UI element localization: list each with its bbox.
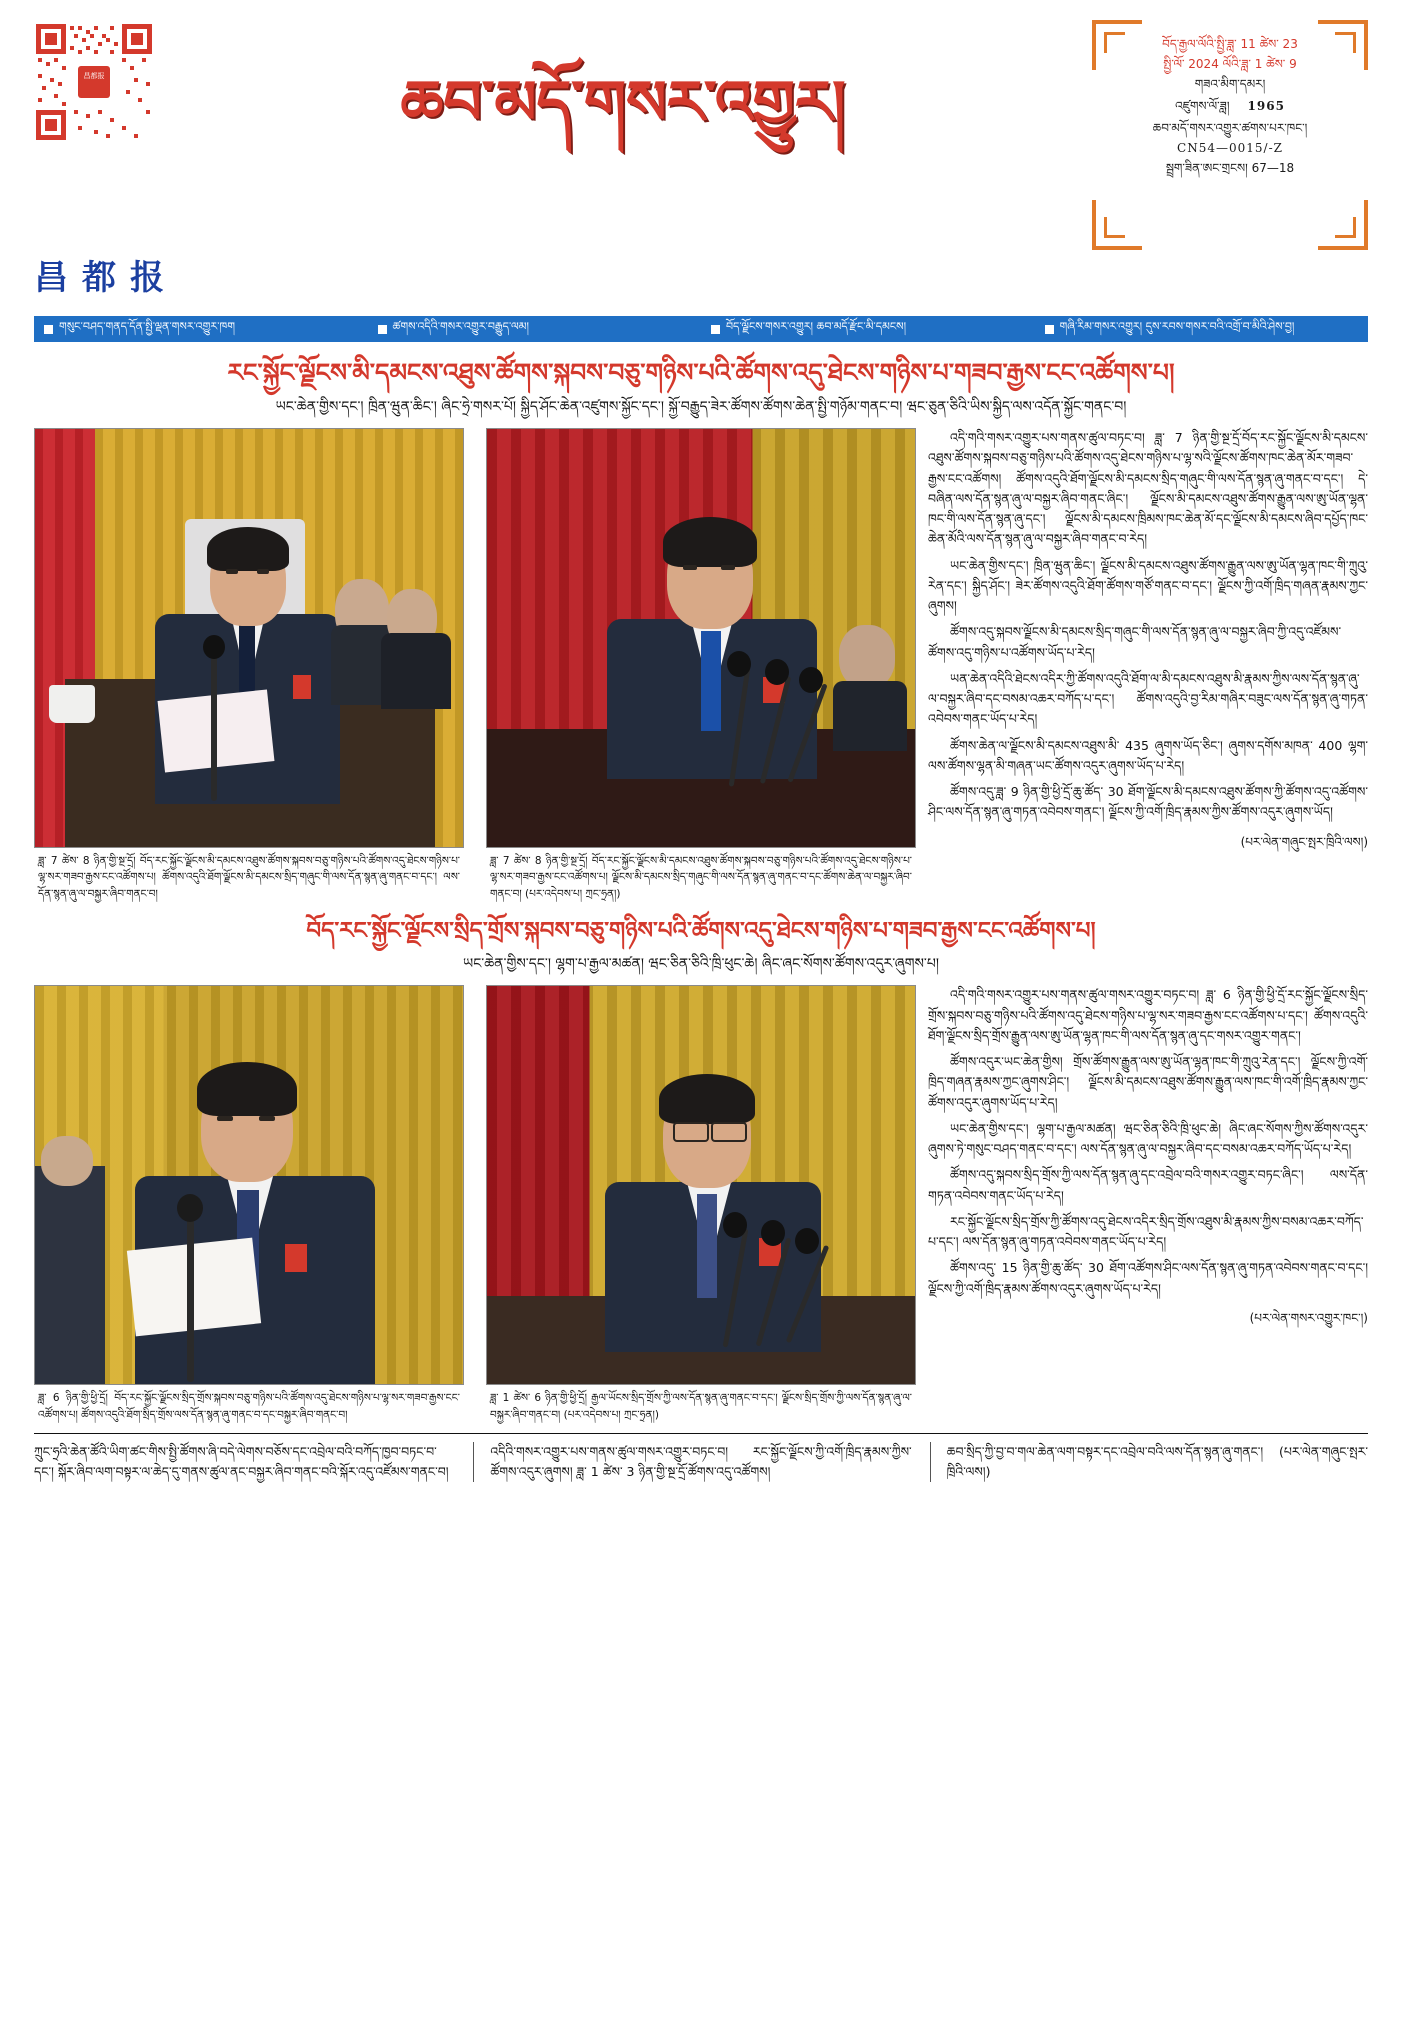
article-1-headline: རང་སྐྱོང་ལྗོངས་མི་དམངས་འཐུས་ཚོགས་སྐབས་བཅུ་གཉིས་པའི་ཚོགས་འདུ་ཐེངས་གཉིས་པ་གཟབ་རྒྱས་ངང་འཚོགས་པ། (227, 358, 1175, 387)
publisher-name: ཆབ་མདོ་གསར་འགྱུར་ཚགས་པར་ཁང་། (1152, 121, 1308, 135)
photo-speaker-at-podium-2 (486, 428, 916, 848)
issue-date-gregorian: སྤྱི་ལོ་ 2024 ལོའི་ཟླ་ 1 ཚེས་ 9 (1163, 57, 1297, 71)
bottom-brief-0: ཀྲུང་ཧྲའི་ཆེན་ཚོའི་ཡིག་ཚང་གིས་སྤྱི་ཚོགས་ཞི་བདེ་ལེགས་བཅོས་དང་འབྲེལ་བའི་བཀོད་ཁྱབ་བཏང་བ་དང་། སྐོར་ཞིབ་ལག་བསྟར་ལ་ཆེད་དུ་གནས་ཚུལ་ནང་བསྐྱར་ཞིབ་གནང་བའི་སྐོར་འདུ་འཛོམས་གནང་བ། (34, 1443, 449, 1479)
article-2-paragraph-2: ཡང་ཆེན་གྱིས་དང་། ལྷག་པ་རྒྱལ་མཚན། ཝང་ཅིན་ཅིའི་ཁྲི་ཕུང་ཆེ། ཞིང་ཞང་སོགས་ཀྱིས་ཚོགས་འདུར་ཞུགས་ཏེ་གསུང་བཤད་གནང་བ་དང་། ལས་དོན་སྙན་ཞུ་ལ་བསྐྱར་ཞིབ་དང་བསམ་འཆར་བཀོད་ཡོད་པ་རེད། (928, 1120, 1368, 1157)
article-1-paragraph-5: ཚོགས་འདུ་ཟླ་ 9 ཉིན་གྱི་ཕྱི་དྲོ་ཆུ་ཚོད་ 30 ཐོག་ལྗོངས་མི་དམངས་འཐུས་ཚོགས་ཀྱི་ཚོགས་འདུ་འཚོགས་ཤིང་ལས་དོན་སྙན་ཞུ་གཏན་འབེབས་གནང་། ལྗོངས་ཀྱི་འགོ་ཁྲིད་རྣམས་ཀྱིས་ཚོགས་འདུར་ཞུགས་ཡོད། (928, 784, 1368, 820)
issue-weekday: གཟའ་མིག་དམར། (1194, 77, 1266, 91)
bullet-square-icon (44, 325, 53, 334)
article-2 (34, 916, 1368, 1423)
newspaper-title-tibetan: ཆབ་མདོ་གསར་འགྱུར། (400, 68, 846, 138)
ornament-corner-top-right (1318, 20, 1368, 70)
article-1-photo-1 (34, 428, 464, 902)
article-2-body (928, 985, 1368, 1423)
article-2-paragraph-1: ཚོགས་འདུར་ཡང་ཆེན་གྱིས། གྲོས་ཚོགས་རྒྱུན་ལས་ཨུ་ཡོན་ལྷན་ཁང་གི་ཀྲུའུ་རེན་དང་། ལྗོངས་ཀྱི་འགོ་ཁྲིད་གཞན་རྣམས་ཀྱང་ཞུགས་ཤིང་། ལྗོངས་མི་དམངས་འཐུས་ཚོགས་རྒྱུན་ལས་ཁང་གི་འགོ་ཁྲིད་རྣམས་ཀྱང་ཚོགས་འདུར་ཞུགས་ཡོད་པ་རེད། (928, 1054, 1368, 1110)
article-2-paragraph-4: རང་སྐྱོང་ལྗོངས་སྲིད་གྲོས་ཀྱི་ཚོགས་འདུ་ཐེངས་འདིར་སྲིད་གྲོས་འཐུས་མི་རྣམས་ཀྱིས་བསམ་འཆར་བཀོད་པ་དང་། ལས་དོན་སྙན་ཞུ་གཏན་འབེབས་གནང་ཡོད་པ་རེད། (928, 1213, 1364, 1250)
postal-code: སྦྲག་ཟིན་ཨང་གྲངས། 67—18 (1165, 161, 1295, 175)
masthead (34, 14, 1368, 314)
photo-speaker-at-podium-3 (34, 985, 464, 1385)
issue-date-tibetan-line1: བོད་རྒྱལ་ལོའི་སྤྱི་ཟླ་ 11 ཚེས་ 23 (1162, 37, 1298, 51)
founded-year: 1965 (1247, 99, 1285, 113)
article-1-byline: (པར་ལེན་གཞུང་སྤར་ཁྲིའི་ལས།) (1240, 834, 1368, 849)
article-1-paragraph-1: ཡང་ཆེན་གྱིས་དང་། ཁྲིན་ཝུན་ཆིང་། ལྗོངས་མི་དམངས་འཐུས་ཚོགས་རྒྱུན་ལས་ཨུ་ཡོན་ལྷན་ཁང་གི་ཀྲུའུ་རེན་དང་། སྐྱིད་ཤོང་། ཟེར་ཚོགས་འདུའི་ཐོག་ཚོགས་གཙོ་གནང་བ་དང་། ལྗོངས་ཀྱི་འགོ་ཁྲིད་གཞན་རྣམས་ཀྱང་ཞུགས། (928, 557, 1368, 614)
article-1-paragraph-3: ཡན་ཆེན་འདིའི་ཐེངས་འདིར་ཀྱི་ཚོགས་འདུའི་ཐོག་ལ་མི་དམངས་འཐུས་མི་རྣམས་ཀྱིས་ལས་དོན་སྙན་ཞུ་ལ་བསྐྱར་ཞིབ་དང་བསམ་འཆར་བཀོད་པ་དང་། ཚོགས་འདུའི་བྱ་རིམ་གཞིར་བཟུང་ལས་དོན་སྙན་ཞུ་གཏན་འབེབས་གནང་ཡོད་པ་རེད། (928, 670, 1368, 727)
bottom-brief-2: ཆབ་སྲིད་ཀྱི་བྱ་བ་གལ་ཆེན་ལག་བསྟར་དང་འབྲེལ་བའི་ལས་དོན་སྙན་ཞུ་གནང་། (པར་ལེན་གཞུང་སྤར་ཁྲིའི་ལས།) (930, 1442, 1368, 1482)
qr-code[interactable] (34, 22, 154, 142)
article-1 (34, 356, 1368, 902)
newspaper-title-chinese: 昌都报 (34, 258, 178, 298)
bottom-brief-strip (34, 1433, 1368, 1482)
bullet-square-icon (378, 325, 387, 334)
article-1-photo-2 (486, 428, 916, 902)
article-1-paragraph-4: ཚོགས་ཆེན་ལ་ལྗོངས་མི་དམངས་འཐུས་མི་ 435 ཞུགས་ཡོད་ཅིང་། ཞུགས་དགོས་མཁན་ 400 ལྷག་ལས་ཚོགས་ལྷན་མི་གཞན་ཡང་ཚོགས་འདུར་ཞུགས་ཡོད་པ་རེད། (928, 737, 1368, 773)
article-2-photo-2 (486, 985, 916, 1423)
article-2-subheadline: ཡང་ཆེན་གྱིས་དང་། ལྷག་པ་རྒྱལ་མཚན། ཝང་ཅིན་ཅིའི་ཁྲི་ཕུང་ཆེ། ཞིང་ཞང་སོགས་ཚོགས་འདུར་ཞུགས་པ། (463, 955, 939, 972)
article-1-photo-1-caption: ཟླ་ 7 ཚེས་ 8 ཉིན་གྱི་སྔ་དྲོ། བོད་རང་སྐྱོང་ལྗོངས་མི་དམངས་འཐུས་ཚོགས་སྐབས་བཅུ་གཉིས་པའི་ཚོགས་འདུ་ཐེངས་གཉིས་པ་ལྷ་སར་གཟབ་རྒྱས་ངང་འཚོགས་པ། ཚོགས་འདུའི་ཐོག་ལྗོངས་མི་དམངས་སྲིད་གཞུང་གི་ལས་དོན་སྙན་ཞུ་གནང་བ་དང་། ལས་དོན་སྙན་ཞུ་ལ་བསྐྱར་ཞིབ་གནང་བ། (38, 855, 460, 900)
article-2-paragraph-5: ཚོགས་འདུ་ 15 ཉིན་གྱི་ཆུ་ཚོད་ 30 ཐོག་འཚོགས་ཤིང་ལས་དོན་སྙན་ཞུ་གཏན་འབེབས་གནང་བ་དང་། ལྗོངས་ཀྱི་འགོ་ཁྲིད་རྣམས་ཚོགས་འདུར་ཞུགས་ཡོད་པ་རེད། (928, 1260, 1368, 1296)
article-1-photo-2-caption: ཟླ་ 7 ཚེས་ 8 ཉིན་གྱི་སྔ་དྲོ། བོད་རང་སྐྱོང་ལྗོངས་མི་དམངས་འཐུས་ཚོགས་སྐབས་བཅུ་གཉིས་པའི་ཚོགས་འདུ་ཐེངས་གཉིས་པ་ལྷ་སར་གཟབ་རྒྱས་ངང་འཚོགས་པ། ལྗོངས་མི་དམངས་སྲིད་གཞུང་གི་ལས་དོན་སྙན་ཞུ་གནང་བ་དང་ཚོགས་ཆེན་ལ་བསྐྱར་ཞིབ་གནང་བ། (པར་འདེབས་པ། ཀྲང་ཧྲན།) (490, 855, 912, 900)
article-2-paragraph-0: འདི་གའི་གསར་འགྱུར་པས་གནས་ཚུལ་གསར་འགྱུར་བཏང་བ། ཟླ་ 6 ཉིན་གྱི་ཕྱི་དྲོ་རང་སྐྱོང་ལྗོངས་སྲིད་གྲོས་སྐབས་བཅུ་གཉིས་པའི་ཚོགས་འདུ་ཐེངས་གཉིས་པ་ལྷ་སར་གཟབ་རྒྱས་ངང་འཚོགས་པ་དང་། ཚོགས་འདུའི་ཐོག་ལྗོངས་སྲིད་གྲོས་རྒྱུན་ལས་ཨུ་ཡོན་ལྷན་ཁང་གི་ལས་དོན་སྙན་ཞུ་དང་གསར་འགྱུར་གནང་། (928, 987, 1368, 1043)
bottom-brief-1: འདིའི་གསར་འགྱུར་པས་གནས་ཚུལ་གསར་འགྱུར་བཏང་བ། རང་སྐྱོང་ལྗོངས་ཀྱི་འགོ་ཁྲིད་རྣམས་ཀྱིས་ཚོགས་འདུར་ཞུགས། ཟླ་ 1 ཚེས་ 3 ཉིན་གྱི་སྔ་དྲོ་ཚོགས་འདུ་འཚོགས། (473, 1442, 911, 1482)
nav-item-2[interactable] (701, 314, 1035, 345)
nav-item-3[interactable] (1035, 314, 1369, 345)
article-2-photo-2-caption: ཟླ་ 1 ཚེས་ 6 ཉིན་གྱི་ཕྱི་དྲོ། རྒྱལ་ཡོངས་སྲིད་གྲོས་ཀྱི་ལས་དོན་སྙན་ཞུ་གནང་བ་དང་། ལྗོངས་སྲིད་གྲོས་ཀྱི་ལས་དོན་སྙན་ཞུ་ལ་བསྐྱར་ཞིབ་གནང་བ། (པར་འདེབས་པ། ཀྲང་ཧྲན།) (490, 1392, 912, 1421)
article-1-paragraph-2: ཚོགས་འདུ་སྐབས་ལྗོངས་མི་དམངས་སྲིད་གཞུང་གི་ལས་དོན་སྙན་ཞུ་ལ་བསྐྱར་ཞིབ་ཀྱི་འདུ་འཛོམས་ཚོགས་འདུ་གཉིས་པ་འཚོགས་ཡོད་པ་རེད། (928, 624, 1342, 660)
article-2-photo-1-caption: ཟླ་ 6 ཉིན་གྱི་ཕྱི་དྲོ། བོད་རང་སྐྱོང་ལྗོངས་སྲིད་གྲོས་སྐབས་བཅུ་གཉིས་པའི་ཚོགས་འདུ་ཐེངས་གཉིས་པ་ལྷ་སར་གཟབ་རྒྱས་ངང་འཚོགས་པ། ཚོགས་འདུའི་ཐོག་སྲིད་གྲོས་ལས་དོན་སྙན་ཞུ་གནང་བ་དང་བསྐྱར་ཞིབ་གནང་བ། (38, 1392, 460, 1421)
bullet-square-icon (711, 325, 720, 334)
photo-speaker-at-podium-1 (34, 428, 464, 848)
nav-item-0[interactable] (34, 314, 368, 345)
photo-speaker-at-podium-4 (486, 985, 916, 1385)
article-2-headline: བོད་རང་སྐྱོང་ལྗོངས་སྲིད་གྲོས་སྐབས་བཅུ་གཉིས་པའི་ཚོགས་འདུ་ཐེངས་གཉིས་པ་གཟབ་རྒྱས་ངང་འཚོགས་པ། (306, 917, 1096, 944)
nav-item-1-label: ཚགས་འདིའི་གསར་འགྱུར་བརྒྱུད་ལམ། (392, 319, 529, 333)
ornament-corner-bottom-right (1318, 200, 1368, 250)
ornament-corner-bottom-left (1092, 200, 1142, 250)
nav-item-0-label: གསུང་བཤད་གནད་དོན་སྤྱི་ལྡན་གསར་འགྱུར་ཁག (59, 319, 235, 333)
nav-item-3-label: གཞི་རིམ་གསར་འགྱུར། དུས་རབས་གསར་བའི་འགྲོ་བ་མིའི་ཤེས་བྱ། (1059, 319, 1295, 333)
article-1-body (928, 428, 1368, 902)
article-2-photo-1 (34, 985, 464, 1423)
nav-item-1[interactable] (368, 314, 702, 345)
article-2-paragraph-3: ཚོགས་འདུ་སྐབས་སྲིད་གྲོས་ཀྱི་ལས་དོན་སྙན་ཞུ་དང་འབྲེལ་བའི་གསར་འགྱུར་བཏང་ཞིང་། ལས་དོན་གཏན་འབེབས་གནང་ཡོད་པ་རེད། (928, 1167, 1368, 1203)
ornament-corner-top-left (1092, 20, 1142, 70)
article-1-paragraph-0: འདི་གའི་གསར་འགྱུར་པས་གནས་ཚུལ་བཏང་བ། ཟླ་ 7 ཉིན་གྱི་སྔ་དྲོ་བོད་རང་སྐྱོང་ལྗོངས་མི་དམངས་འཐུས་ཚོགས་སྐབས་བཅུ་གཉིས་པའི་ཚོགས་འདུ་ཐེངས་གཉིས་པ་ལྷ་སའི་ལྗོངས་ཚོགས་ཁང་ཆེན་མོར་གཟབ་རྒྱས་ངང་འཚོགས། ཚོགས་འདུའི་ཐོག་ལྗོངས་མི་དམངས་སྲིད་གཞུང་གི་ལས་དོན་སྙན་ཞུ་གནང་བ་དང་། དེ་བཞིན་ལས་དོན་སྙན་ཞུ་ལ་བསྐྱར་ཞིབ་གནང་ཞིང་། ལྗོངས་མི་དམངས་འཐུས་ཚོགས་རྒྱུན་ལས་ཨུ་ཡོན་ལྷན་ཁང་གི་ལས་དོན་སྙན་ཞུ་དང་། ལྗོངས་མི་དམངས་ཁྲིམས་ཁང་ཆེན་མོ་དང་ལྗོངས་མི་དམངས་ཞིབ་དཔྱོད་ཁང་ཆེན་མོའི་ལས་དོན་སྙན་ཞུ་ལ་བསྐྱར་ཞིབ་གནང་བ་རེད། (928, 430, 1368, 547)
masthead-info-box (1092, 20, 1368, 250)
nav-item-2-label: བོད་ལྗོངས་གསར་འགྱུར། ཆབ་མདོ་རྫོང་མི་དམངས། (726, 319, 907, 333)
article-2-byline: (པར་ལེན་གསར་འགྱུར་ཁང་།) (1249, 1310, 1368, 1325)
section-nav-bar (34, 316, 1368, 342)
article-1-subheadline: ཡང་ཆེན་གྱིས་དང་། ཁྲིན་ཝུན་ཆིང་། ཞིང་ཧྲེ་གསར་པོ། སྐྱིད་ཤོང་ཆེན་འཛུགས་སྐྱོང་དང་། སྐྱོ་བརྒྱུད་ཟེར་ཚོགས་ཚོགས་ཆེན་སྤྱི་གཉོམ་གནང་བ། ཝང་ཅུན་ཅིའི་ཡིས་སྐྱིད་ལས་འདོན་སྐྱོང་གནང་བ། (275, 398, 1127, 415)
masthead-title-area (154, 14, 1092, 141)
bullet-square-icon (1045, 325, 1054, 334)
cn-serial-code: CN54—0015/-Z (1177, 141, 1283, 155)
qr-code-label: 昌都报 (78, 66, 110, 98)
founded-label: འཛུགས་ལོ་ཟླ། (1175, 99, 1230, 113)
